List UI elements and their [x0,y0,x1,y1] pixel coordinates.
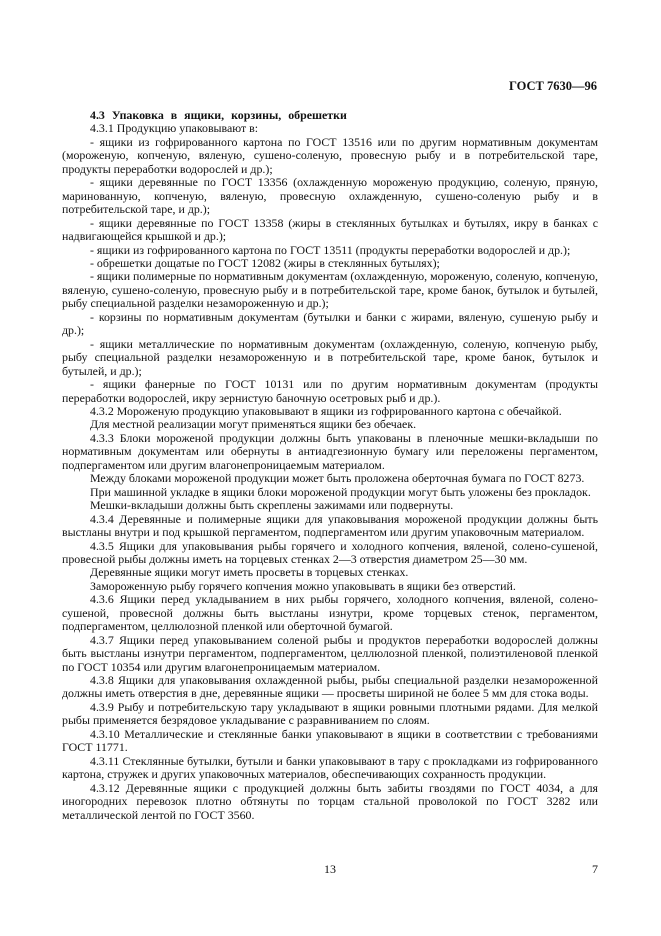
paragraph: 4.3.9 Рыбу и потребительскую тару укладывают в ящики ровными плотными рядами. Для мелкой рыбы применяется безрядовое укладывание с разравниванием по слоям. [62,699,598,728]
sheet-number: 7 [592,862,598,876]
page-number: 13 [324,862,336,876]
paragraph: 4.3.2 Мороженую продукцию упаковывают в ящики из гофрированного картона с обечайкой. [90,403,562,418]
paragraph: Мешки-вкладыши должны быть скреплены зажимами или подвернуты. [90,498,454,513]
paragraph: - корзины по нормативным документам (бутылки и банки с жирами, вяленую, сушеную рыбу и др.); [62,309,598,338]
paragraph: Между блоками мороженой продукции может быть проложена оберточная бумага по ГОСТ 8273. [90,471,585,486]
paragraph: 4.3.11 Стеклянные бутылки, бутыли и банки упаковывают в тару с прокладками из гофрированного картона, стружек и других упаковочных материалов, обеспечивающих сохранность продукции. [62,753,598,782]
paragraph: - ящики металлические по нормативным документам (охлажденную, соленую, копченую рыбу, рыбу специальной разделки незамороженную и в потребительской таре, кроме банок, бутылок и бутылей, и др.); [62,336,598,378]
paragraph: 4.3.10 Металлические и стеклянные банки упаковывают в ящики в соответствии с требованиями ГОСТ 11771. [62,726,598,755]
section-title: 4.3 Упаковка в ящики, корзины, обрешетки [90,108,347,122]
paragraph: - ящики полимерные по нормативным документам (охлажденную, мороженую, соленую, копченую, вяленую, сушено-соленую, провесную рыбу и в потребительской таре, кроме банок, бутылок и бутылей, рыбу специальной разделки незамороженную и др.); [62,269,598,311]
paragraph: Для местной реализации могут применяться ящики без обечаек. [90,417,417,432]
paragraph: 4.3.7 Ящики перед упаковыванием соленой рыбы и продуктов переработки водорослей должны быть выстланы изнутри пергаментом, подпергаментом, целлюлозной пленкой, полиэтиленовой пленкой по ГОСТ 10354 или другим влагонепроницаемым материалом. [62,632,598,674]
paragraph: 4.3.5 Ящики для упаковывания рыбы горячего и холодного копчения, вяленой, солено-сушеной, провесной рыбы должны иметь на торцевых стенках 2—3 отверстия диаметром 25—30 мм. [62,538,598,566]
paragraph: 4.3.3 Блоки мороженой продукции должны быть упакованы в пленочные мешки-вкладыши по нормативным документам или обернуты в антиадгезионную бумагу или переложены пергаментом, подпергаментом или другим влагонепроницаемым материалом. [62,430,598,472]
paragraph: - обрешетки дощатые по ГОСТ 12082 (жиры в стеклянных бутылях); [90,255,440,270]
paragraph: 4.3.4 Деревянные и полимерные ящики для упаковывания мороженой продукции должны быть выстланы внутри и под крышкой пергаментом, подпергаментом или другим упаковочным материалом. [62,511,598,540]
paragraph: 4.3.6 Ящики перед укладыванием в них рыбы горячего, холодного копчения, вяленой, солено-сушеной, провесной должны быть выстланы изнутри, кроме торцевых стенок, пергаментом, подпергаментом, целлюлозной пленкой или оберточной бумагой. [62,592,598,634]
paragraph: 4.3.1 Продукцию упаковывают в: [90,121,259,136]
paragraph: 4.3.8 Ящики для упаковывания охлажденной рыбы, рыбы специальной разделки незамороженной должны иметь отверстия в дне, деревянные ящики — просветы шириной не более 5 мм для стока воды. [62,673,598,701]
document-header: ГОСТ 7630—96 [508,79,597,93]
paragraph: - ящики деревянные по ГОСТ 13356 (охлажденную мороженую продукцию, соленую, пряную, маринованную, копченую, вяленую, провесную охлажденную, сушено-соленую рыбу и в потребительской таре, и др.); [62,175,598,217]
paragraph: Замороженную рыбу горячего копчения можно упаковывать в ящики без отверстий. [90,578,516,593]
paragraph: - ящики из гофрированного картона по ГОСТ 13511 (продукты переработки водорослей и др.); [90,242,571,257]
document-body [62,109,598,822]
paragraph: Деревянные ящики могут иметь просветы в торцевых стенках. [90,565,409,580]
paragraph-list [62,122,598,822]
paragraph: - ящики деревянные по ГОСТ 13358 (жиры в стеклянных бутылках и бутылях, икру в банках с надвигающейся крышкой и др.); [62,215,598,244]
paragraph: - ящики фанерные по ГОСТ 10131 или по другим нормативным документам (продукты переработки водорослей, икру зернистую баночную осетровых рыб и др.). [62,377,598,405]
paragraph: 4.3.12 Деревянные ящики с продукцией должны быть забиты гвоздями по ГОСТ 4034, а для иногородних перевозок плотно обтянуты по торцам стальной проволокой по ГОСТ 3282 или металлической лентой по ГОСТ 3560. [62,780,598,822]
paragraph: При машинной укладке в ящики блоки мороженой продукции могут быть уложены без прокладок. [90,484,591,499]
paragraph: - ящики из гофрированного картона по ГОСТ 13516 или по другим нормативным документам (мороженую, копченую, вяленую, сушено-соленую, провесную рыбу и в потребительской таре, продукты переработки водорослей и др.); [62,134,598,176]
